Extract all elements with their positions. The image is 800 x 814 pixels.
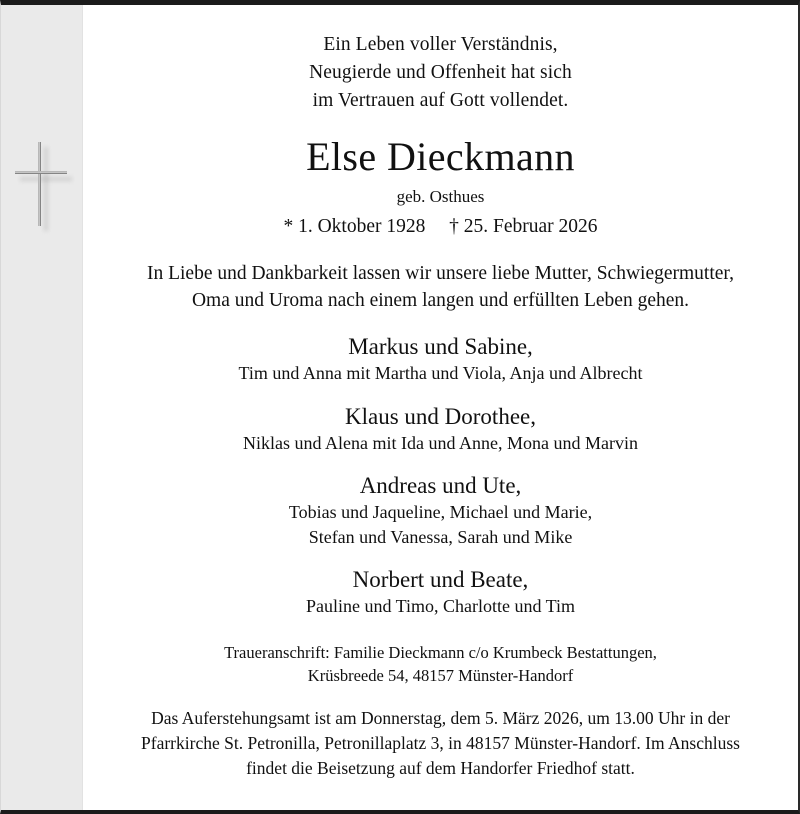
epitaph-line: Ein Leben voller Verständnis,	[323, 34, 558, 55]
birth-date: 1. Oktober 1928	[298, 216, 426, 237]
cross-horizontal-shadow	[20, 177, 72, 181]
family-children	[83, 431, 798, 456]
family-heads: Andreas und Ute,	[359, 473, 522, 498]
cross-horizontal-bar	[15, 171, 67, 174]
family-heads: Klaus und Dorothee,	[345, 403, 536, 429]
family-children-line: Tim und Anna mit Martha und Viola, Anja und Albrecht	[238, 363, 643, 383]
tribute-line: In Liebe und Dankbarkeit lassen wir unsere liebe Mutter, Schwiegermutter,	[146, 263, 735, 284]
family-heads: Norbert und Beate,	[352, 567, 529, 592]
family-children	[83, 500, 798, 549]
cross-vertical-bar	[38, 142, 41, 226]
family-children	[83, 594, 798, 619]
family-children	[83, 361, 798, 386]
family-group	[83, 471, 798, 549]
death-date: 25. Februar 2026	[463, 216, 598, 237]
family-group	[83, 565, 798, 619]
cross-vertical-shadow	[44, 147, 48, 231]
tribute-line: Oma und Uroma nach einem langen und erfüllten Leben gehen.	[191, 290, 690, 311]
service-line: Das Auferstehungsamt ist am Donnerstag, dem 5. März 2026, um 13.00 Uhr in der	[151, 707, 730, 728]
address-line: Krüsbreede 54, 48157 Münster-Handorf	[307, 665, 574, 685]
tribute-text	[83, 260, 798, 314]
surviving-families-list	[83, 332, 798, 619]
family-group	[83, 332, 798, 386]
address-line: Traueranschrift: Familie Dieckmann c/o Krumbeck Bestattungen,	[224, 642, 657, 662]
epitaph-line: im Vertrauen auf Gott vollendet.	[312, 90, 569, 111]
mourning-address	[83, 641, 798, 687]
maiden-name: geb. Osthues	[396, 187, 485, 206]
epitaph-line: Neugierde und Offenheit hat sich	[309, 62, 572, 83]
family-children-line: Niklas und Alena mit Ida und Anne, Mona und Marvin	[243, 432, 638, 453]
obituary-content	[83, 5, 798, 810]
epitaph-verse	[83, 31, 798, 115]
service-line: findet die Beisetzung auf dem Handorfer Friedhof statt.	[246, 757, 635, 778]
family-group	[83, 402, 798, 456]
birth-symbol: *	[283, 216, 294, 237]
decorative-left-band	[1, 5, 83, 810]
deceased-name: Else Dieckmann	[306, 134, 575, 179]
family-children-line: Tobias und Jaqueline, Michael und Marie,	[288, 502, 593, 522]
funeral-service-details	[83, 706, 798, 781]
christian-cross-icon	[7, 133, 77, 233]
life-dates	[83, 216, 798, 238]
death-symbol: †	[449, 216, 459, 237]
family-children-line: Stefan und Vanessa, Sarah und Mike	[308, 526, 573, 547]
family-heads: Markus und Sabine,	[348, 334, 533, 359]
service-line: Pfarrkirche St. Petronilla, Petronillaplatz 3, in 48157 Münster-Handorf. Im Anschluss	[141, 732, 740, 753]
family-children-line: Pauline und Timo, Charlotte und Tim	[305, 596, 576, 616]
